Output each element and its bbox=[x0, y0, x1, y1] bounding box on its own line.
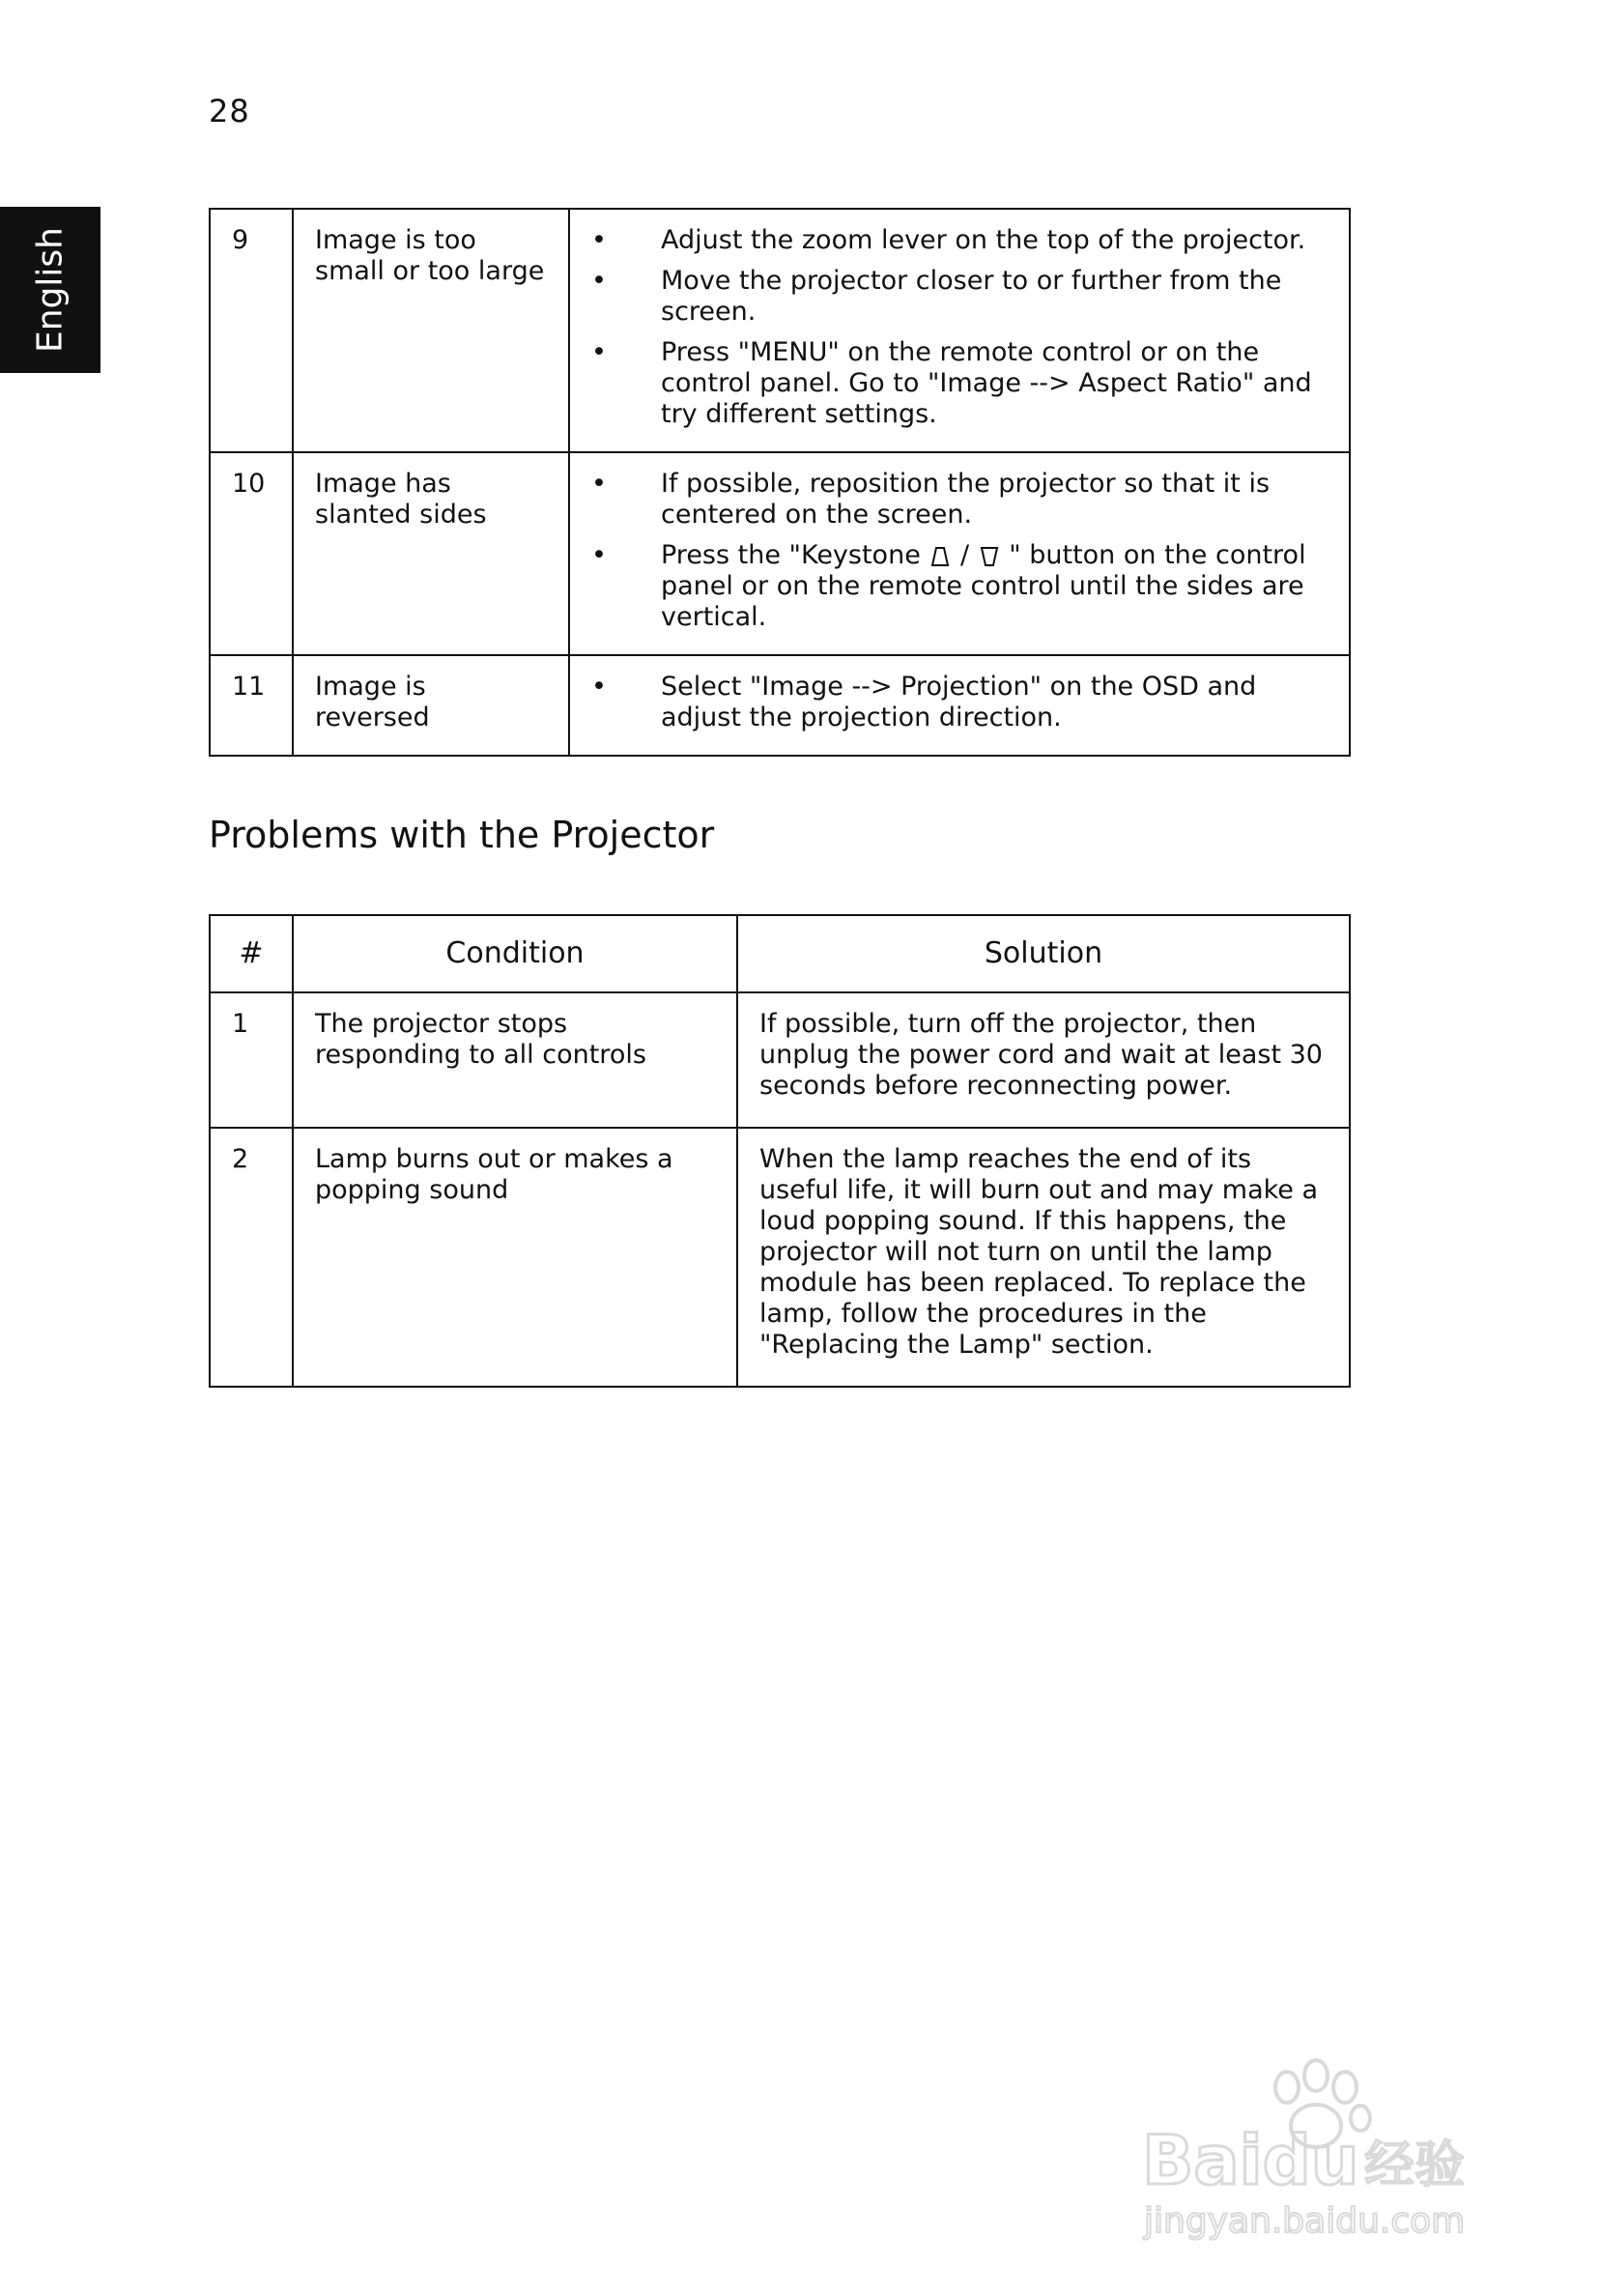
row-number: 1 bbox=[210, 992, 293, 1128]
section-title: Problems with the Projector bbox=[209, 814, 715, 856]
solution-list bbox=[587, 469, 1329, 633]
table-row bbox=[210, 992, 1350, 1128]
table-row bbox=[210, 452, 1350, 655]
keystone-up-icon bbox=[930, 546, 950, 567]
row-number: 11 bbox=[210, 655, 293, 756]
language-tab-label: English bbox=[30, 227, 71, 353]
solution-item: • Press "MENU" on the remote control or on the control panel. Go to "Image --> Aspect Ratio" and try different settings. bbox=[587, 337, 1329, 430]
header-num: # bbox=[210, 915, 293, 992]
watermark-brand: Baidu bbox=[1142, 2121, 1359, 2200]
solution-list bbox=[587, 225, 1329, 430]
solution-cell bbox=[569, 452, 1350, 655]
solution-item: • Move the projector closer to or further from the screen. bbox=[587, 266, 1329, 328]
keystone-text-before: Press the "Keystone bbox=[661, 540, 929, 570]
solution-item: • If possible, reposition the projector so that it is centered on the screen. bbox=[587, 469, 1329, 531]
keystone-separator: / bbox=[952, 540, 978, 570]
baidu-paw-icon bbox=[1132, 2049, 1500, 2242]
table-row bbox=[210, 655, 1350, 756]
keystone-down-icon bbox=[980, 546, 999, 567]
baidu-watermark bbox=[1132, 2049, 1500, 2242]
table-row bbox=[210, 209, 1350, 452]
keystone-text-after: " button on the control panel or on the remote control until the sides are vertical. bbox=[661, 540, 1306, 632]
solution-item: • Select "Image --> Projection" on the OSD and adjust the projection direction. bbox=[587, 672, 1329, 733]
solution-cell: When the lamp reaches the end of its useful life, it will burn out and may make a loud popping sound. If this happens, the projector will not turn on until the lamp module has been replaced. To replace the lamp, follow the procedures in the "Replacing the Lamp" section. bbox=[737, 1128, 1350, 1387]
language-tab bbox=[0, 207, 100, 373]
table-row bbox=[210, 1128, 1350, 1387]
watermark-url: jingyan.baidu.com bbox=[1144, 2201, 1466, 2241]
watermark-cn: 经验 bbox=[1364, 2137, 1466, 2195]
condition-cell: Image is too small or too large bbox=[293, 209, 569, 452]
condition-cell: Lamp burns out or makes a popping sound bbox=[293, 1128, 737, 1387]
solution-list bbox=[587, 672, 1329, 733]
row-number: 2 bbox=[210, 1128, 293, 1387]
header-condition: Condition bbox=[293, 915, 737, 992]
solution-item bbox=[587, 540, 1329, 633]
solution-cell bbox=[569, 655, 1350, 756]
page-number: 28 bbox=[209, 93, 250, 129]
solution-cell bbox=[569, 209, 1350, 452]
solution-item: • Adjust the zoom lever on the top of the projector. bbox=[587, 225, 1329, 256]
projector-problems-table bbox=[209, 914, 1351, 1388]
row-number: 9 bbox=[210, 209, 293, 452]
condition-cell: Image is reversed bbox=[293, 655, 569, 756]
header-solution: Solution bbox=[737, 915, 1350, 992]
condition-cell: The projector stops responding to all controls bbox=[293, 992, 737, 1128]
condition-cell: Image has slanted sides bbox=[293, 452, 569, 655]
row-number: 10 bbox=[210, 452, 293, 655]
image-problems-table bbox=[209, 208, 1351, 757]
solution-cell: If possible, turn off the projector, then unplug the power cord and wait at least 30 seconds before reconnecting power. bbox=[737, 992, 1350, 1128]
table-header-row bbox=[210, 915, 1350, 992]
